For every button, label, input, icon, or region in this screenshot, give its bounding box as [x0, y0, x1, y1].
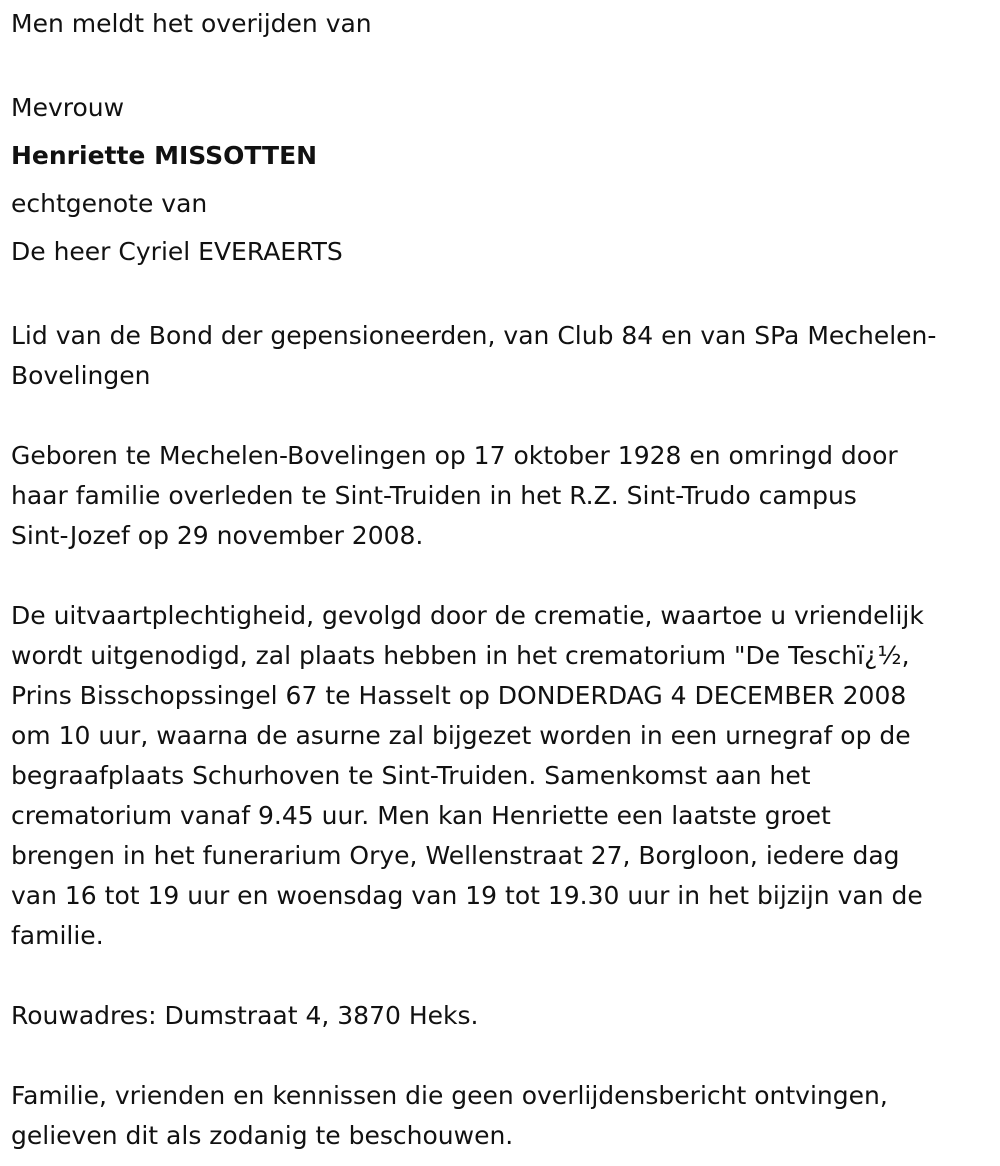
membership-paragraph: [11, 316, 989, 396]
blank-line: [11, 1036, 989, 1076]
blank-line: [11, 396, 989, 436]
blank-line: [11, 956, 989, 996]
ceremony-line: Prins Bisschopssingel 67 te Hasselt op DONDERDAG 4 DECEMBER 2008: [11, 681, 907, 710]
ceremony-line: crematorium vanaf 9.45 uur. Men kan Henriette een laatste groet: [11, 801, 831, 830]
salutation: Mevrouw: [11, 93, 125, 122]
closing-line: gelieven dit als zodanig te beschouwen.: [11, 1121, 514, 1150]
spouse-name: De heer Cyriel EVERAERTS: [11, 237, 343, 266]
ceremony-line: familie.: [11, 921, 104, 950]
deceased-name: Henriette MISSOTTEN: [11, 141, 318, 170]
blank-line: [11, 276, 989, 316]
address-text: Rouwadres: Dumstraat 4, 3870 Heks.: [11, 1001, 479, 1030]
birth-death-line: haar familie overleden te Sint-Truiden in het R.Z. Sint-Trudo campus: [11, 481, 857, 510]
intro-text: Men meldt het overijden van: [11, 9, 372, 38]
ceremony-line: De uitvaartplechtigheid, gevolgd door de crematie, waartoe u vriendelijk: [11, 601, 924, 630]
ceremony-paragraph: [11, 596, 989, 956]
membership-line: Bovelingen: [11, 361, 151, 390]
closing-line: Familie, vrienden en kennissen die geen overlijdensbericht ontvingen,: [11, 1081, 888, 1110]
membership-line: Lid van de Bond der gepensioneerden, van Club 84 en van SPa Mechelen-: [11, 321, 937, 350]
blank-line: [11, 556, 989, 596]
relation-text: echtgenote van: [11, 189, 208, 218]
ceremony-line: om 10 uur, waarna de asurne zal bijgezet worden in een urnegraf op de: [11, 721, 911, 750]
closing-paragraph: [11, 1076, 989, 1156]
blank-line: [11, 44, 989, 84]
ceremony-line: begraafplaats Schurhoven te Sint-Truiden. Samenkomst aan het: [11, 761, 811, 790]
birth-death-line: Sint-Jozef op 29 november 2008.: [11, 521, 424, 550]
birth-death-line: Geboren te Mechelen-Bovelingen op 17 oktober 1928 en omringd door: [11, 441, 898, 470]
ceremony-line: van 16 tot 19 uur en woensdag van 19 tot 19.30 uur in het bijzijn van de: [11, 881, 923, 910]
ceremony-line: brengen in het funerarium Orye, Wellenstraat 27, Borgloon, iedere dag: [11, 841, 900, 870]
ceremony-line: wordt uitgenodigd, zal plaats hebben in het crematorium "De Teschï¿½,: [11, 641, 910, 670]
birth-death-paragraph: [11, 436, 989, 556]
